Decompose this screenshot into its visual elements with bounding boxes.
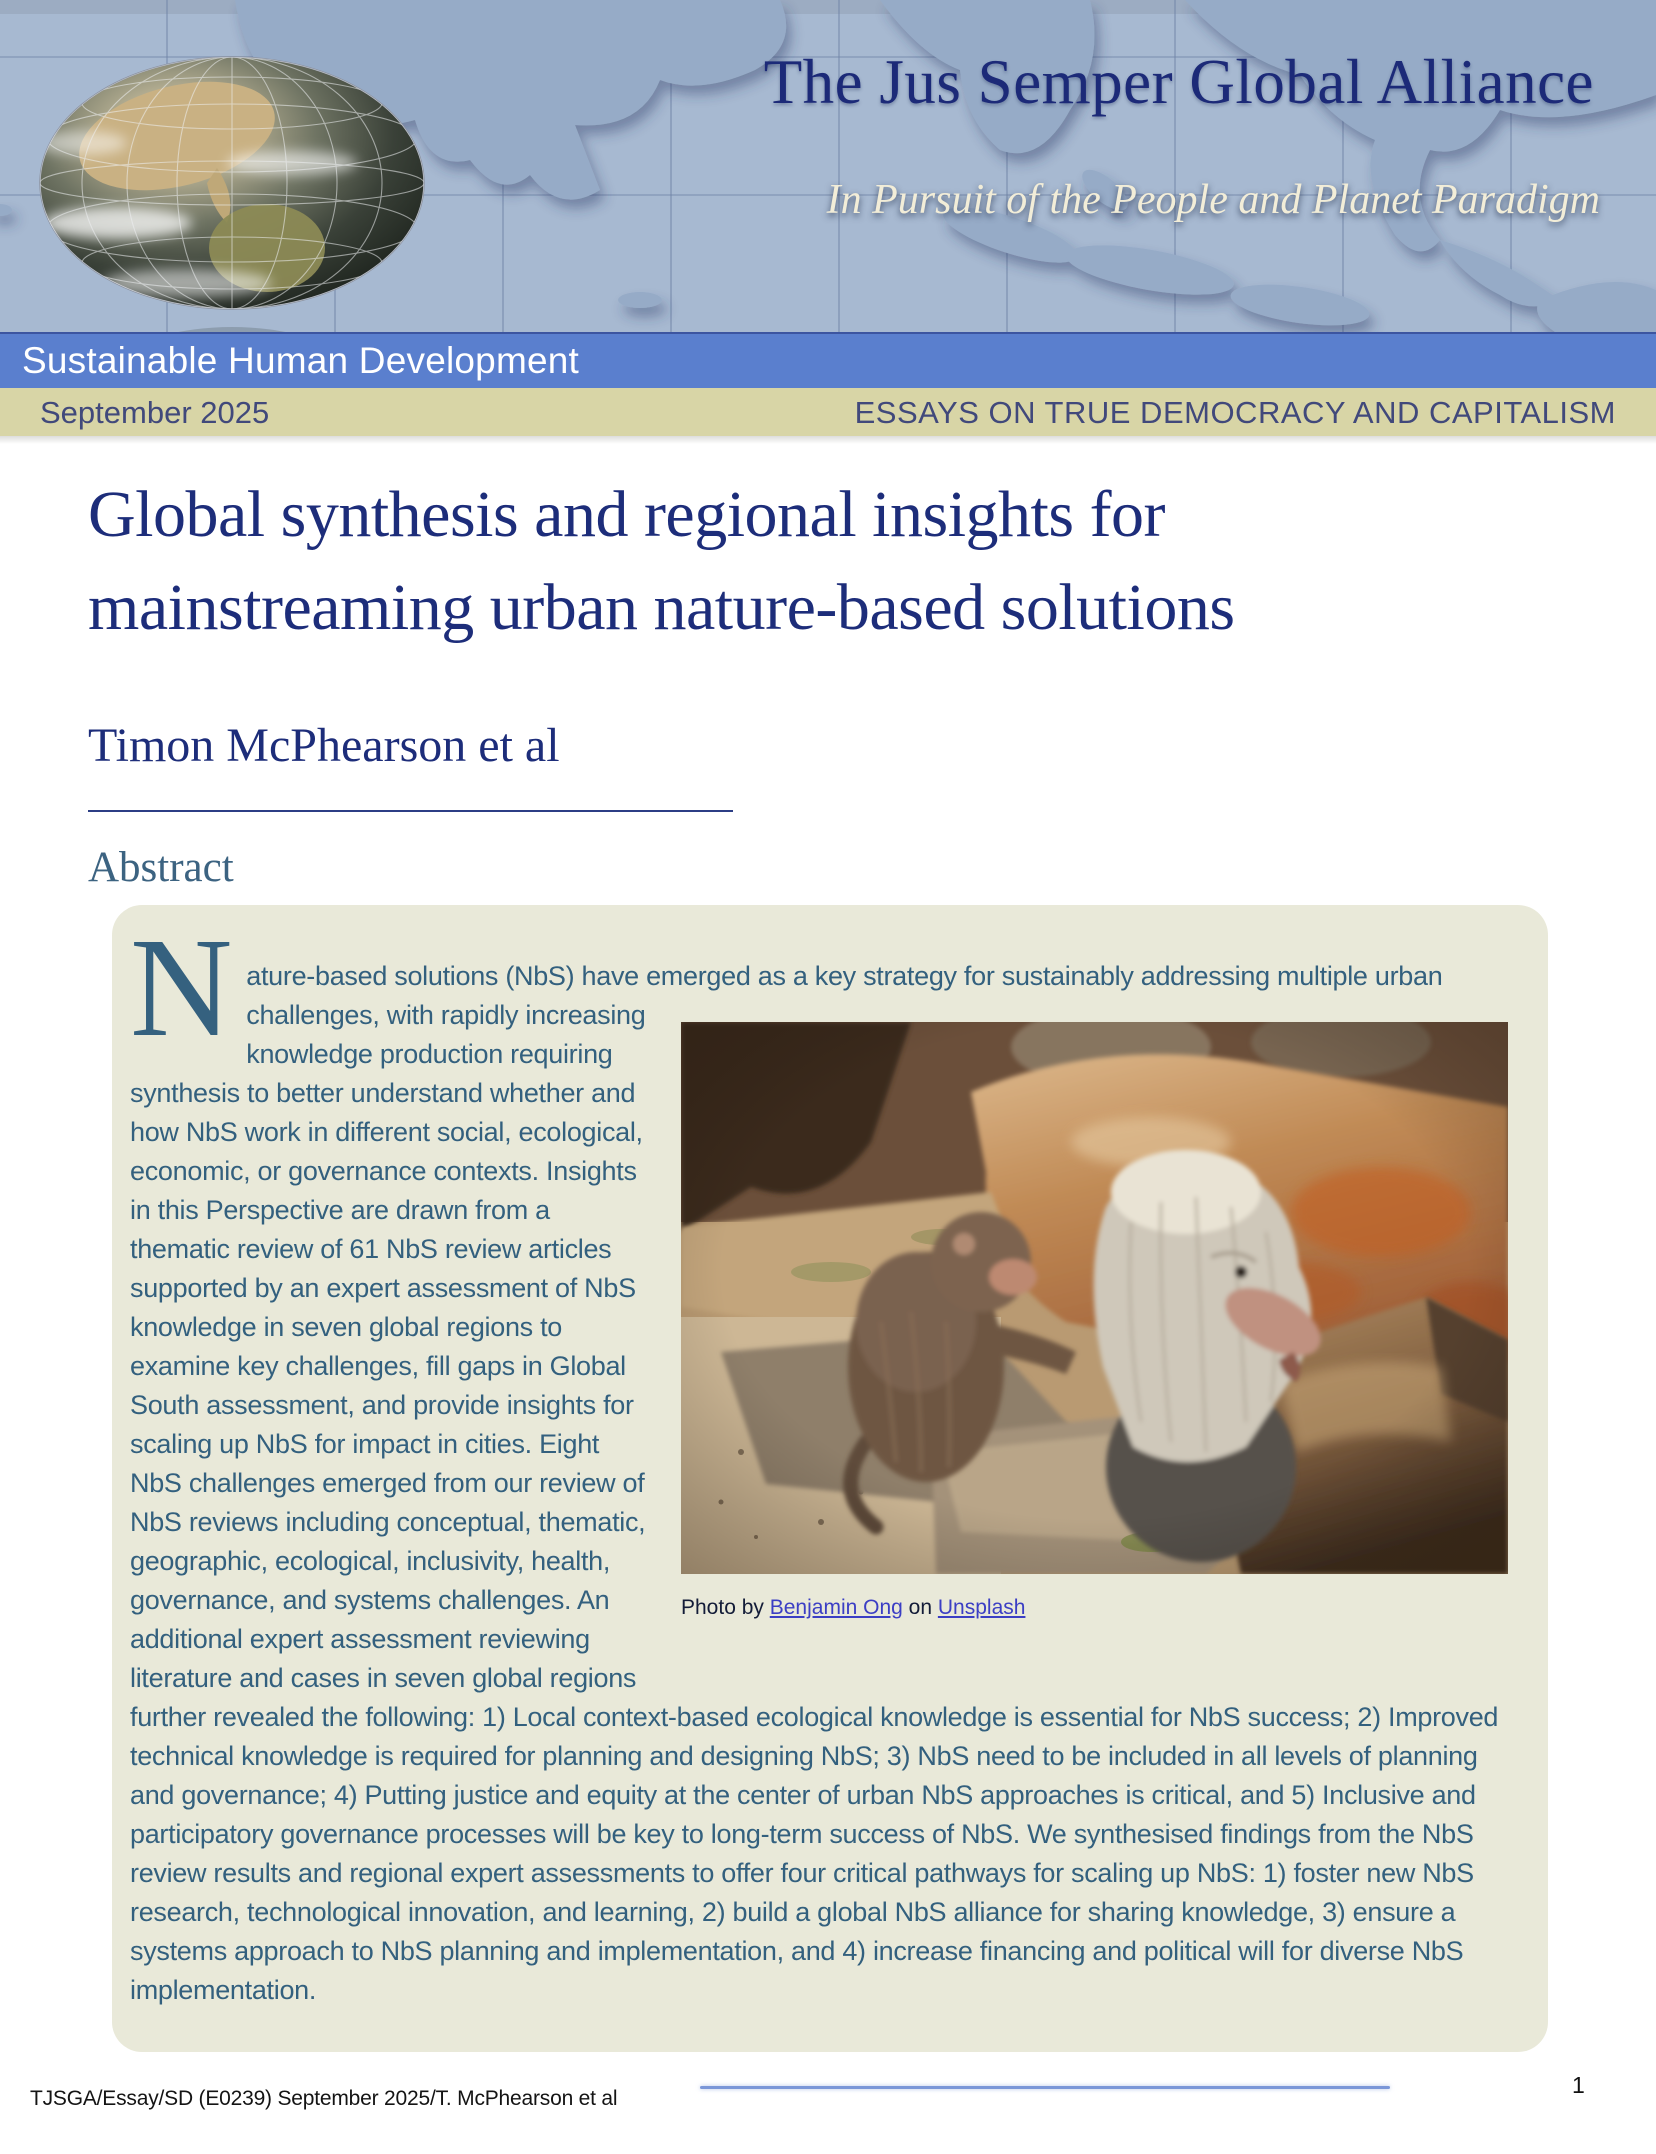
masthead-title: The Jus Semper Global Alliance xyxy=(763,47,1594,117)
masthead-subtitle: In Pursuit of the People and Planet Paradigm xyxy=(826,177,1600,223)
photo-credit-source-link[interactable]: Unsplash xyxy=(937,1596,1026,1619)
baboons-photo xyxy=(681,1022,1508,1574)
article-title-line2: mainstreaming urban nature-based solutions xyxy=(88,571,1235,644)
band-shadow xyxy=(0,436,1656,444)
author-name: Timon McPhearson et al xyxy=(88,719,560,772)
abstract-box xyxy=(112,905,1548,2052)
photo-caption xyxy=(681,1594,1508,1621)
abstract-body-text: ature-based solutions (NbS) have emerged as a key strategy for sustainably addressing multiple urban challenges, with rapidly increasing knowledge production requiring synthesis to better understand whether and how NbS work in different social, ecological, economic, or governance contexts. Insights in this Perspective are drawn from a thematic review of 61 NbS review articles supported by an expert assessment of NbS knowledge in seven global regions to examine key challenges, fill gaps in Global South assessment, and provide insights for scaling up NbS for impact in cities. Eight NbS challenges emerged from our review of NbS reviews including conceptual, thematic, geographic, ecological, inclusivity, health, governance, and systems challenges. An additional expert assessment reviewing literature and cases in seven global regions further revealed the following: 1) Local context-based ecological knowledge is essential for NbS success; 2) Improved technical knowledge is required for planning and designing NbS; 3) NbS need to be included in all levels of planning and governance; 4) Putting justice and equity at the center of urban NbS approaches is critical, and 5) Inclusive and participatory governance processes will be key to long-term success of NbS. We synthesised findings from the NbS review results and regional expert assessments to offer four critical pathways for scaling up NbS: 1) foster new NbS research, technological innovation, and learning, 2) build a global NbS alliance for sharing knowledge, 3) ensure a systems approach to NbS planning and implementation, and 4) increase financing and political will for diverse NbS implementation. xyxy=(130,961,1499,2005)
author-divider xyxy=(88,810,733,812)
globe-logo xyxy=(22,48,442,332)
issue-band xyxy=(0,388,1656,436)
photo-figure xyxy=(655,957,1508,1663)
page-number: 1 xyxy=(1572,2072,1585,2098)
article-title xyxy=(88,468,1608,654)
footer-divider xyxy=(700,2086,1390,2089)
section-band-label: Sustainable Human Development xyxy=(22,340,580,381)
section-band xyxy=(0,332,1656,388)
masthead-banner xyxy=(0,0,1656,332)
series-title: ESSAYS ON TRUE DEMOCRACY AND CAPITALISM xyxy=(854,395,1616,430)
photo-caption-prefix: Photo by xyxy=(681,1596,764,1619)
photo-caption-middle: on xyxy=(908,1596,933,1619)
photo-credit-author-link[interactable]: Benjamin Ong xyxy=(769,1596,903,1619)
footer-reference: TJSGA/Essay/SD (E0239) September 2025/T. McPhearson et al xyxy=(30,2087,618,2110)
article-title-line1: Global synthesis and regional insights for xyxy=(88,478,1166,551)
abstract-heading: Abstract xyxy=(88,844,234,891)
issue-date: September 2025 xyxy=(40,395,270,430)
abstract-dropcap: N xyxy=(130,908,233,1066)
